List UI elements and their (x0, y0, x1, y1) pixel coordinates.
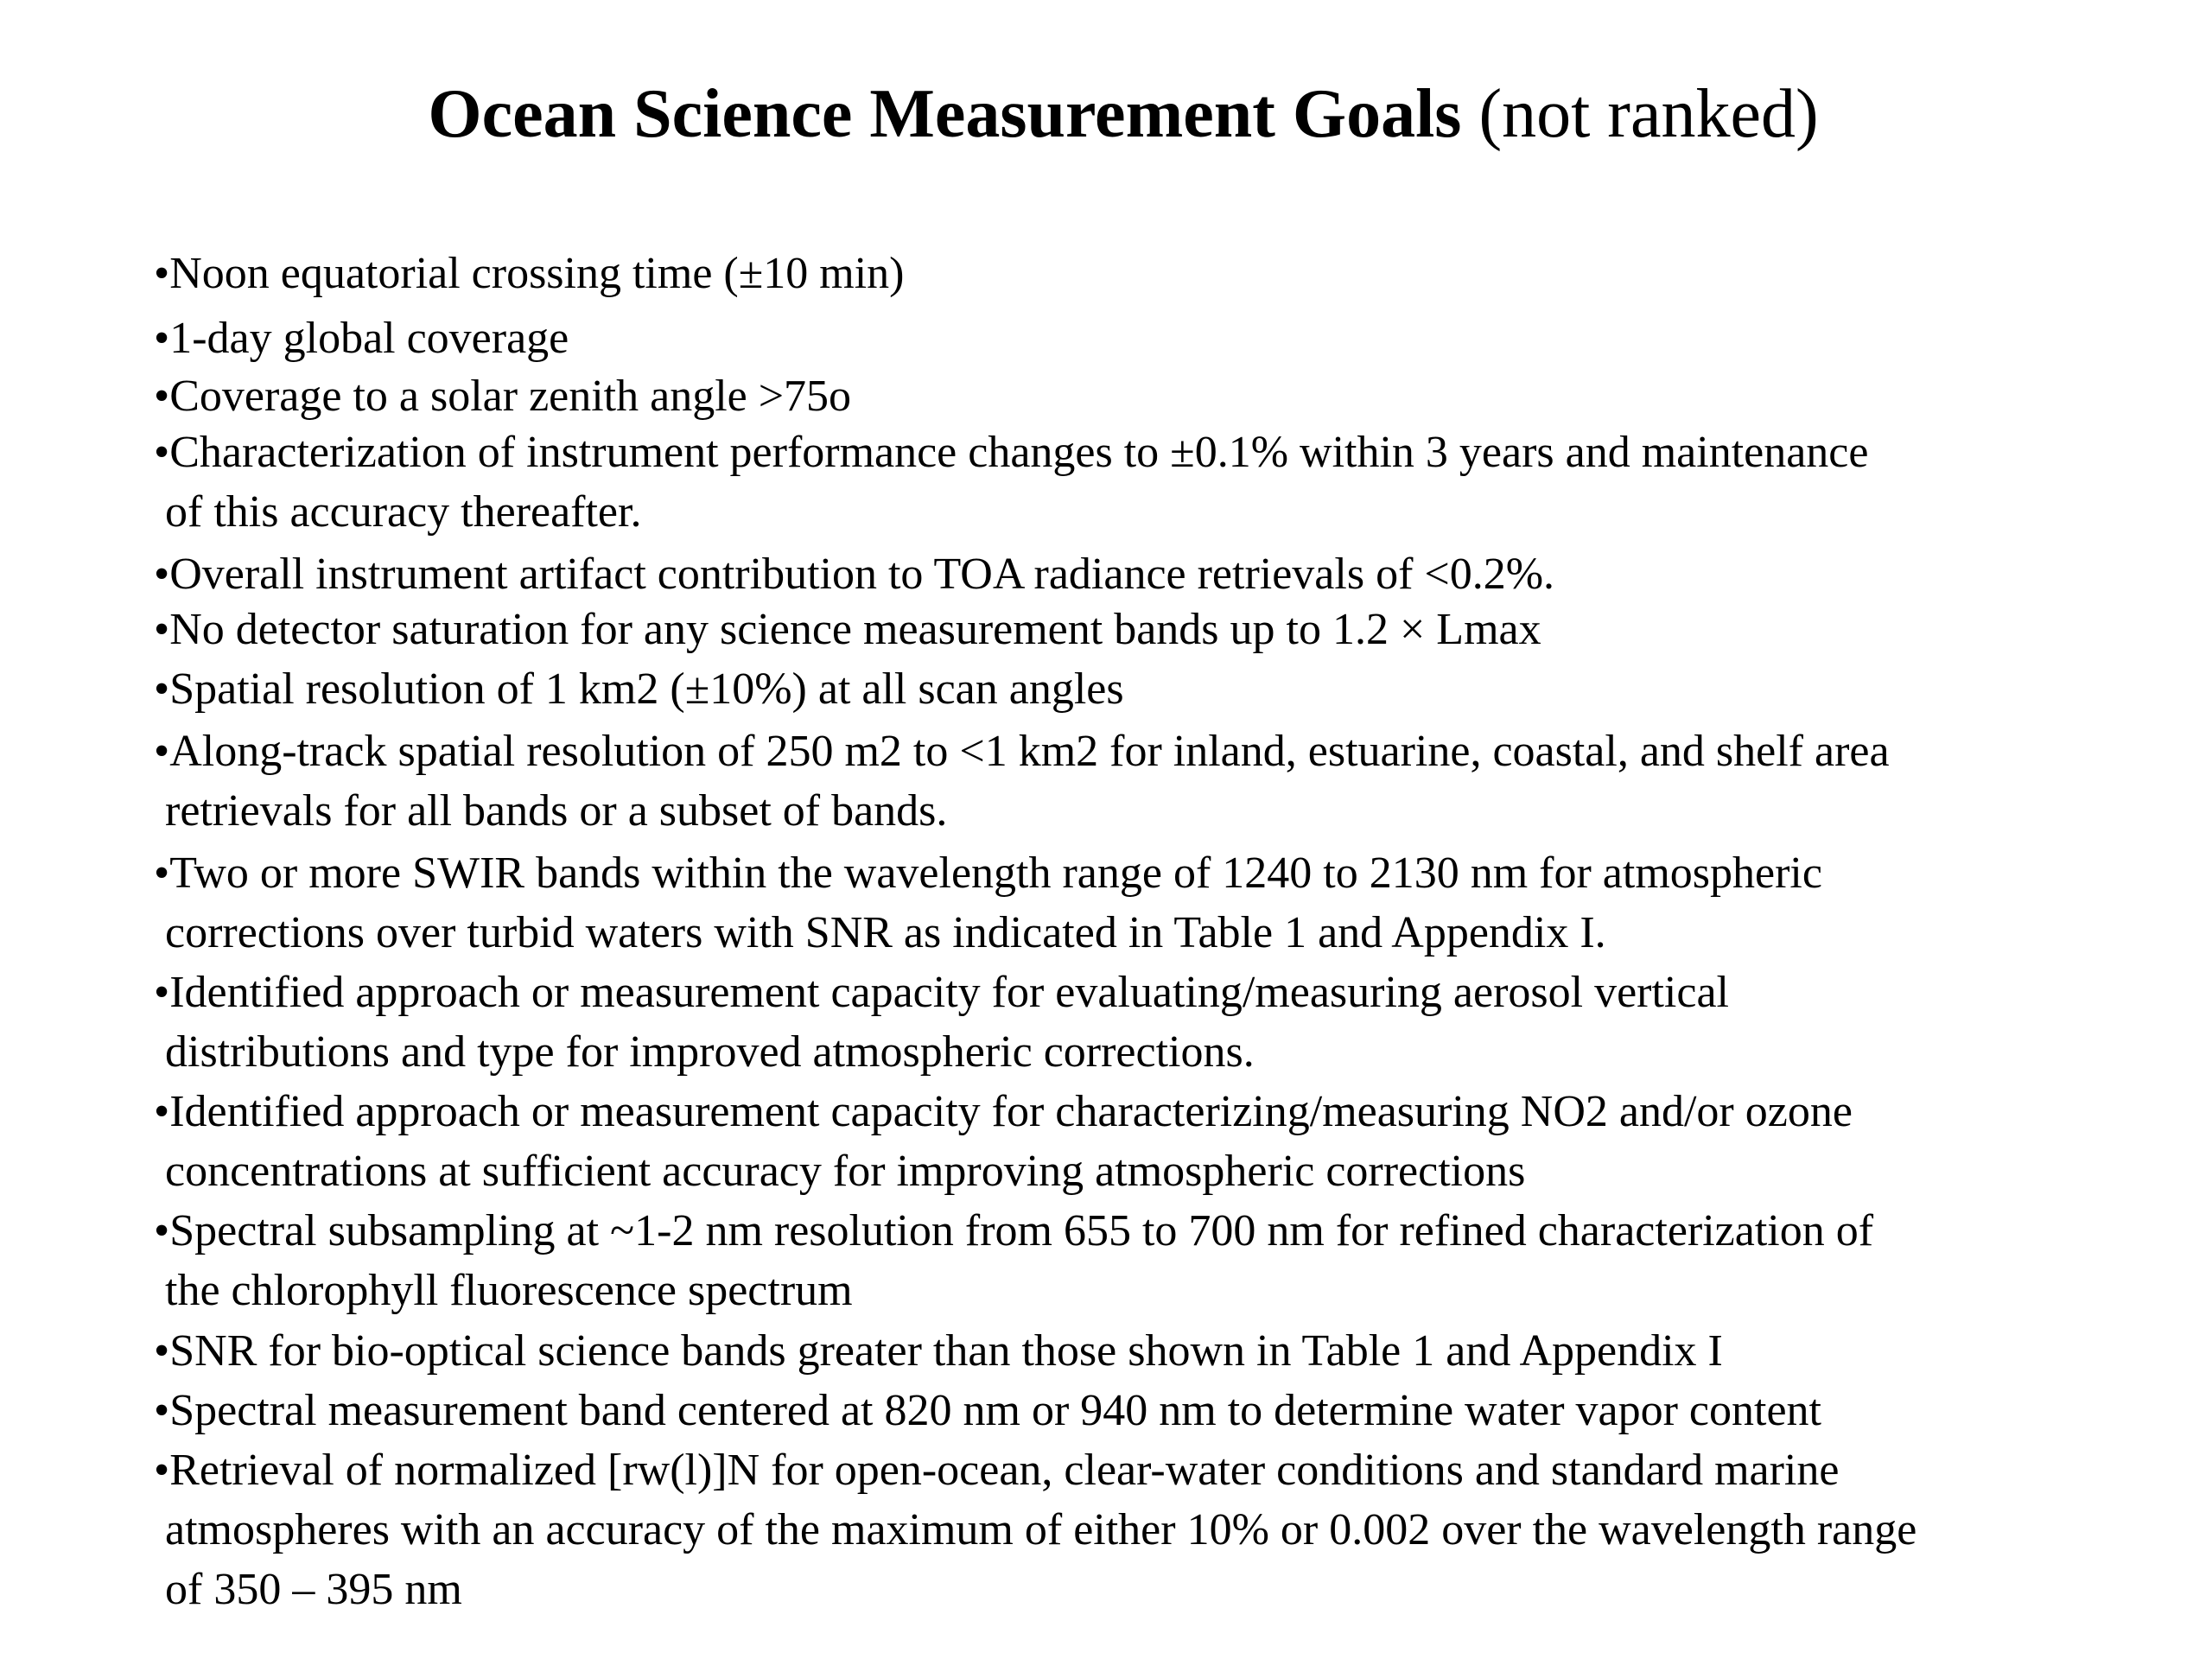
bullet-text: Retrieval of normalized [rw(l)]N for open-ocean, clear-water conditions and standard marine (169, 1446, 1840, 1495)
bullet-item (154, 600, 1541, 659)
bullet-marker: • (154, 428, 170, 477)
bullet-item (154, 963, 1729, 1082)
bullet-item (154, 423, 1868, 542)
bullet-text: Identified approach or measurement capacity for characterizing/measuring NO2 and/or ozone (169, 1087, 1853, 1136)
bullet-item (154, 308, 569, 368)
bullet-marker: • (154, 727, 170, 776)
bullet-text: Overall instrument artifact contribution to TOA radiance retrievals of <0.2%. (169, 550, 1555, 599)
bullet-text: Spectral measurement band centered at 820 nm or 940 nm to determine water vapor content (169, 1386, 1821, 1435)
bullet-marker: • (154, 605, 170, 654)
bullet-text: Along-track spatial resolution of 250 m2 to <1 km2 for inland, estuarine, coastal, and shelf area (169, 727, 1890, 776)
bullet-marker: • (154, 968, 170, 1017)
bullet-text: Two or more SWIR bands within the wavelength range of 1240 to 2130 nm for atmospheric (169, 849, 1822, 898)
bullet-text-continued: retrievals for all bands or a subset of bands. (165, 786, 948, 836)
bullet-marker: • (154, 664, 170, 714)
bullet-text: Noon equatorial crossing time (±10 min) (169, 249, 905, 298)
bullet-text: SNR for bio-optical science bands greater than those shown in Table 1 and Appendix I (169, 1326, 1723, 1376)
bullet-marker: • (154, 1446, 170, 1495)
page-title (0, 71, 2212, 157)
bullet-item (154, 721, 1890, 841)
bullet-marker: • (154, 1206, 170, 1255)
bullet-text: 1-day global coverage (169, 314, 569, 363)
bullet-item (154, 244, 904, 303)
bullet-text: Characterization of instrument performance changes to ±0.1% within 3 years and maintenance (169, 428, 1869, 477)
bullet-marker: • (154, 1326, 170, 1376)
bullet-item (154, 1321, 1723, 1381)
bullet-item (154, 1440, 1916, 1619)
bullet-item (154, 1381, 1821, 1440)
bullet-item (154, 1082, 1853, 1201)
bullet-text: Spatial resolution of 1 km2 (±10%) at all scan angles (169, 664, 1124, 714)
bullet-text: No detector saturation for any science measurement bands up to 1.2 × Lmax (169, 605, 1541, 654)
bullet-text-continued: of this accuracy thereafter. (165, 487, 642, 537)
title-subtitle: (not ranked) (1478, 76, 1819, 152)
bullet-item (154, 659, 1124, 719)
bullet-text-continued: corrections over turbid waters with SNR as indicated in Table 1 and Appendix I. (165, 908, 1606, 957)
title-main: Ocean Science Measurement Goals (428, 76, 1462, 152)
bullet-item (154, 843, 1822, 963)
bullet-item (154, 544, 1554, 604)
bullet-marker: • (154, 550, 170, 599)
bullet-item (154, 1201, 1873, 1320)
bullet-marker: • (154, 849, 170, 898)
bullet-text: Coverage to a solar zenith angle >75o (169, 372, 852, 421)
bullet-marker: • (154, 314, 170, 363)
bullet-marker: • (154, 249, 170, 298)
bullet-text: Spectral subsampling at ~1-2 nm resolution from 655 to 700 nm for refined characterization of (169, 1206, 1874, 1255)
bullet-text-continued: distributions and type for improved atmospheric corrections. (165, 1027, 1255, 1077)
bullet-item (154, 366, 851, 426)
bullet-text-continued: of 350 – 395 nm (165, 1565, 462, 1614)
bullet-text: Identified approach or measurement capacity for evaluating/measuring aerosol vertical (169, 968, 1729, 1017)
bullet-marker: • (154, 372, 170, 421)
bullet-text-continued: concentrations at sufficient accuracy for improving atmospheric corrections (165, 1147, 1526, 1196)
bullet-text-continued: atmospheres with an accuracy of the maximum of either 10% or 0.002 over the wavelength range (165, 1505, 1917, 1554)
bullet-text-continued: the chlorophyll fluorescence spectrum (165, 1266, 853, 1315)
bullet-marker: • (154, 1386, 170, 1435)
bullet-marker: • (154, 1087, 170, 1136)
